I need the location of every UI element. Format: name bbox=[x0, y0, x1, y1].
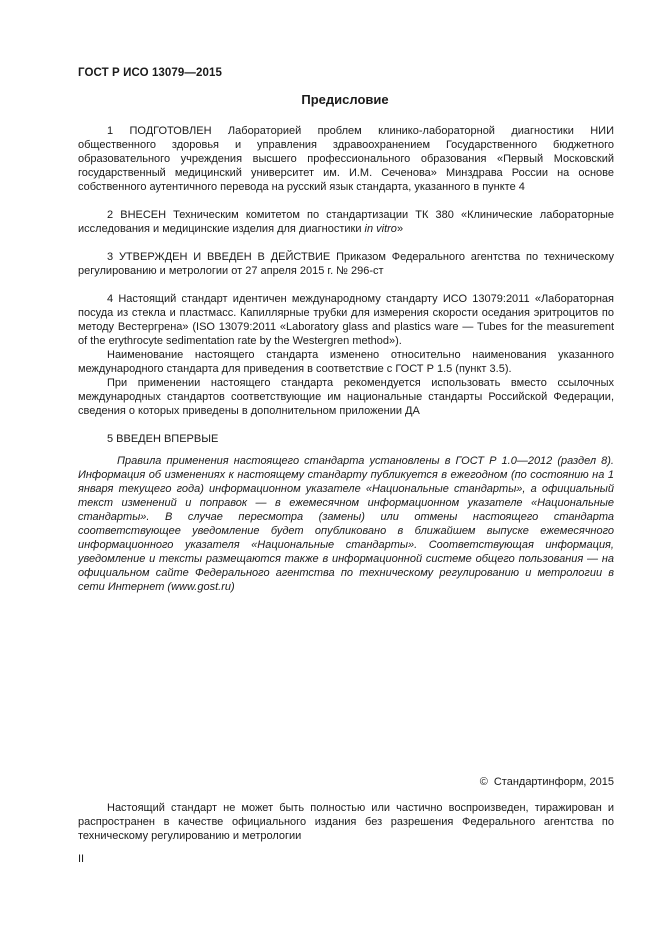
item-2-text: 2 ВНЕСЕН Техническим комитетом по стандартизации ТК 380 «Клинические лабораторные исследования и медицинские изделия для диагностики bbox=[78, 209, 614, 235]
item-4-references-note: При применении настоящего стандарта рекомендуется использовать вместо ссылочных международных стандартов соответствующие им национальные стандарты Российской Федерации, сведения о которых приведены в дополнительном приложении ДА bbox=[78, 377, 614, 417]
item-3-approved: 3 УТВЕРЖДЕН И ВВЕДЕН В ДЕЙСТВИЕ Приказом Федерального агентства по техническому регулированию и метрологии от 27 апреля 2015 г. № 296-ст bbox=[78, 251, 614, 277]
item-2-introduced bbox=[78, 208, 614, 236]
copyright-text: Стандартинформ, 2015 bbox=[493, 776, 614, 788]
page-number: II bbox=[78, 853, 85, 865]
item-4-name-note: Наименование настоящего стандарта изменено относительно наименования указанного международного стандарта для приведения в соответствие с ГОСТ Р 1.5 (пункт 3.5). bbox=[78, 349, 614, 375]
reprint-restriction: Настоящий стандарт не может быть полностью или частично воспроизведен, тиражирован и распространен в качестве официального издания без разрешения Федерального агентства по техническому регулированию и метрологии bbox=[78, 802, 614, 842]
foreword-body bbox=[78, 124, 614, 446]
page-title: Предисловие bbox=[301, 92, 389, 107]
copyright-line bbox=[480, 775, 614, 789]
application-rules-notice: Правила применения настоящего стандарта установлены в ГОСТ Р 1.0—2012 (раздел 8). Информация об изменениях к настоящему стандарту публикуется в ежегодном (по состоянию на 1 января текущего года) информационном указателе «Национальные стандарты», а официальный текст изменений и поправок — в ежемесячном информационном указателе «Национальные стандарты». В случае пересмотра (замены) или отмены настоящего стандарта соответствующее уведомление будет опубликовано в ближайшем выпуске ежемесячного информационного указателя «Национальные стандарты». Соответствующая информация, уведомление и тексты размещаются также в информационной системе общего пользования — на официальном сайте Федерального агентства по техническому регулированию и метрологии в сети Интернет (www.gost.ru) bbox=[78, 455, 614, 593]
item-4-identical: 4 Настоящий стандарт идентичен международному стандарту ИСО 13079:2011 «Лабораторная посуда из стекла и пластмасс. Капиллярные трубки для измерения скорости оседания эритроцитов по методу Вестергрена» (ISO 13079:2011 «Laboratory glass and plastics ware — Tubes for the measurement of the erythrocyte sedimentation rate by the Westergren method»). bbox=[78, 293, 614, 347]
item-2-italic: in vitro bbox=[364, 223, 397, 235]
item-1-prepared: 1 ПОДГОТОВЛЕН Лабораторией проблем клинико-лабораторной диагностики НИИ общественного здоровья и управления здравоохранением Государственного бюджетного образовательного учреждения высшего профессионального образования «Первый Московский государственный медицинский университет им. И.М. Сеченова» Минздрава России на основе собственного аутентичного перевода на русский язык стандарта, указанного в пункте 4 bbox=[78, 125, 614, 193]
item-5-first-introduced: 5 ВВЕДЕН ВПЕРВЫЕ bbox=[107, 433, 219, 445]
copyright-symbol: © bbox=[479, 776, 488, 788]
item-2-end: » bbox=[396, 223, 404, 235]
standard-code-header: ГОСТ Р ИСО 13079—2015 bbox=[78, 67, 223, 79]
